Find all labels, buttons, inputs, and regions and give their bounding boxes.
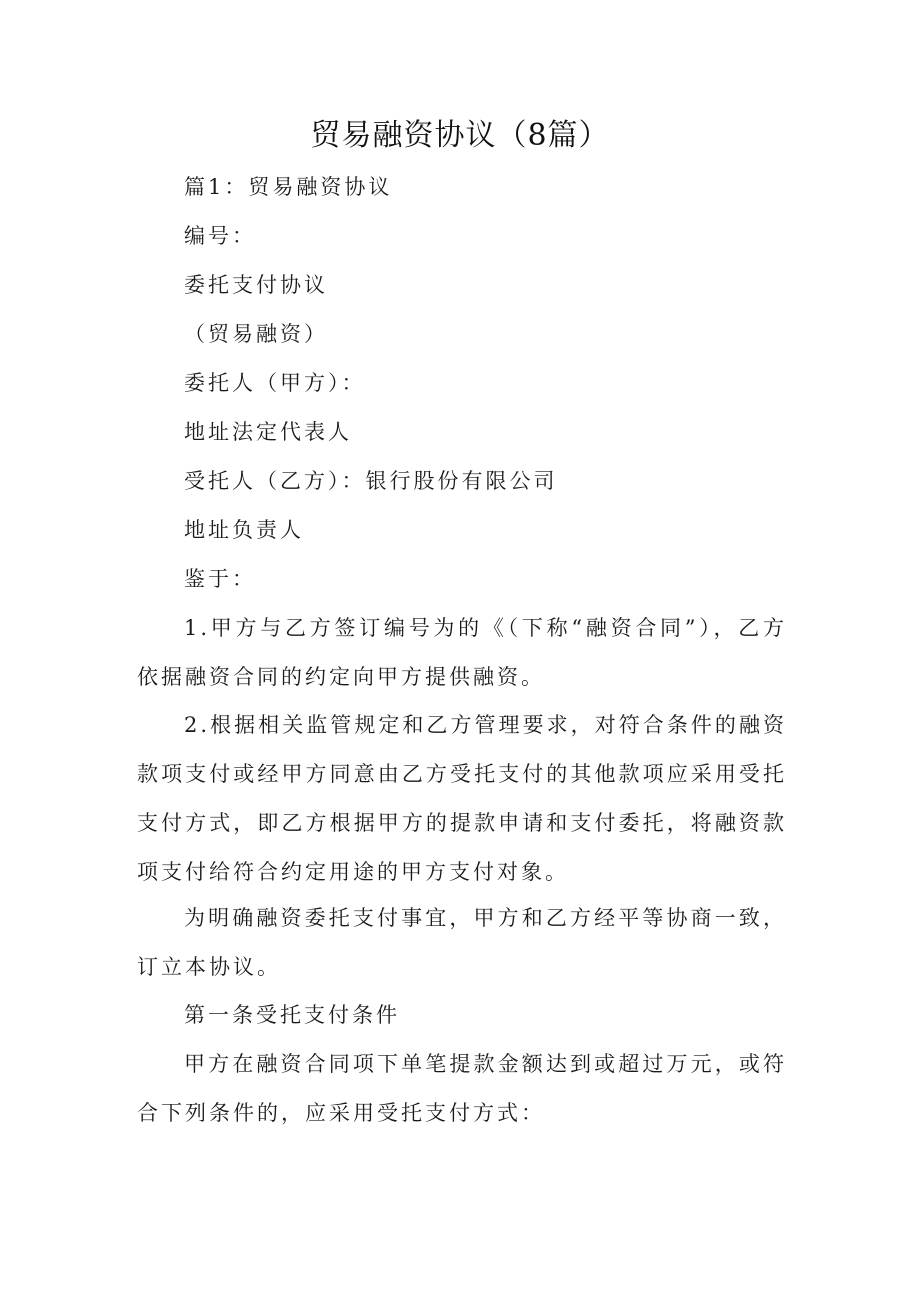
trustee-address-line: 地址负责人 (184, 518, 304, 542)
article-1-heading: 第一条受托支付条件 (184, 1003, 400, 1027)
number-label: 编号： (184, 224, 256, 248)
agreement-subtitle: （贸易融资） (184, 322, 328, 346)
paragraph-purpose: 为明确融资委托支付事宜，甲方和乙方经平等协商一致，订立本协议。 (137, 906, 787, 979)
principal-address-line: 地址法定代表人 (184, 420, 352, 444)
principal-label: 委托人（甲方）： (184, 371, 366, 395)
agreement-name: 委托支付协议 (184, 273, 328, 297)
chapter-heading: 篇1：贸易融资协议 (184, 175, 393, 199)
whereas-label: 鉴于： (184, 567, 256, 591)
paragraph-article-1: 甲方在融资合同项下单笔提款金额达到或超过万元，或符合下列条件的，应采用受托支付方式： (137, 1052, 787, 1125)
paragraph-recital-2: 2.根据相关监管规定和乙方管理要求，对符合条件的融资款项支付或经甲方同意由乙方受托支付的其他款项应采用受托支付方式，即乙方根据甲方的提款申请和支付委托，将融资款项支付给符合约定用途的甲方支付对象。 (137, 713, 787, 884)
paragraph-recital-1: 1.甲方与乙方签订编号为的《（下称“融资合同”），乙方依据融资合同的约定向甲方提供融资。 (137, 616, 787, 689)
trustee-label: 受托人（乙方）：银行股份有限公司 (184, 469, 558, 493)
document-title: 贸易融资协议（8篇） (310, 118, 610, 153)
